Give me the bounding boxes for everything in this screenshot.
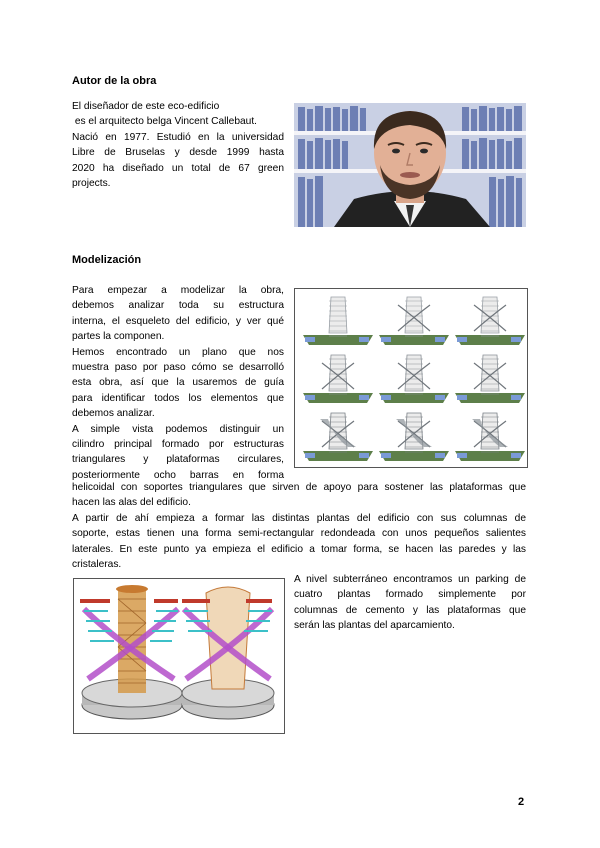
parking-line: columnas de cemento y las plataformas que bbox=[294, 604, 526, 616]
construction-step-cell bbox=[379, 297, 449, 345]
model-line: soporte, estas tienen una forma semi-rectangular redondeada con unos pequeños salientes bbox=[72, 528, 526, 540]
model-line: muestra paso por paso cómo se desarrolló bbox=[72, 362, 284, 374]
author-paragraph bbox=[72, 99, 284, 191]
model-line: helicoidal con soportes triangulares que sirven de apoyo para sostener las plataformas que bbox=[72, 482, 526, 493]
construction-step-cell bbox=[379, 413, 449, 461]
parking-line: serán las plantas del aparcamiento. bbox=[294, 620, 455, 632]
model-paragraph-narrow bbox=[72, 283, 284, 483]
construction-step-cell bbox=[303, 413, 373, 461]
construction-step-cell bbox=[455, 413, 525, 461]
architect-portrait-photo bbox=[294, 103, 526, 227]
model-line: Hemos encontrado un plano que nos bbox=[72, 346, 284, 358]
model-line: hacen las alas del edificio. bbox=[72, 497, 191, 509]
model-line: esta obra, así que la usaremos de guía bbox=[72, 377, 284, 389]
model-line: A partir de ahí empieza a formar las distintas plantas del edificio con sus columnas de bbox=[72, 512, 526, 524]
construction-steps-image bbox=[294, 288, 528, 468]
author-line: Libre de Bruselas y desde 1999 hasta bbox=[72, 147, 284, 159]
author-line: El diseñador de este eco-edificio bbox=[72, 101, 220, 112]
author-line: Nació en 1977. Estudió en la universidad bbox=[72, 131, 284, 143]
model-line: debemos analizar. bbox=[72, 408, 155, 420]
construction-step-cell bbox=[455, 297, 525, 345]
model-line: laterales. En este punto ya empieza el edificio a tomar forma, se hacen las paredes y las bbox=[72, 543, 526, 555]
model-line: partes la componen. bbox=[72, 331, 165, 343]
parking-line: cuatro plantas formado simplemente por bbox=[294, 589, 526, 601]
model-paragraph-wide bbox=[72, 480, 526, 572]
model-line: cristaleras. bbox=[72, 559, 122, 571]
model-line: A simple vista podemos distinguir un bbox=[72, 423, 284, 435]
author-line: 2020 ha diseñado un total de 67 green bbox=[72, 162, 284, 174]
model-line: Para empezar a modelizar la obra, bbox=[72, 285, 284, 296]
parking-line: A nivel subterráneo encontramos un parking de bbox=[294, 574, 526, 585]
construction-step-cell bbox=[303, 355, 373, 403]
author-line: es el arquitecto belga Vincent Callebaut. bbox=[72, 116, 258, 128]
parking-paragraph bbox=[294, 572, 526, 634]
construction-step-cell bbox=[455, 355, 525, 403]
page-number: 2 bbox=[518, 796, 525, 808]
model-line: posteriormente ocho barras en forma bbox=[72, 469, 284, 481]
author-line: projects. bbox=[72, 178, 111, 190]
author-heading: Autor de la obra bbox=[72, 75, 157, 87]
model-line: triangulares y plataformas circulares, bbox=[72, 454, 284, 466]
model-line: interna, el esqueleto del edificio, y ver qué bbox=[72, 315, 284, 327]
structural-model-image bbox=[73, 578, 285, 734]
model-line: debemos analizar toda su estructura bbox=[72, 300, 284, 312]
construction-step-cell bbox=[379, 355, 449, 403]
construction-step-cell bbox=[303, 297, 373, 345]
model-heading: Modelización bbox=[72, 254, 142, 266]
model-line: para identificar todos los elementos que bbox=[72, 392, 284, 404]
model-line: cilindro principal formado por estructuras bbox=[72, 439, 284, 451]
